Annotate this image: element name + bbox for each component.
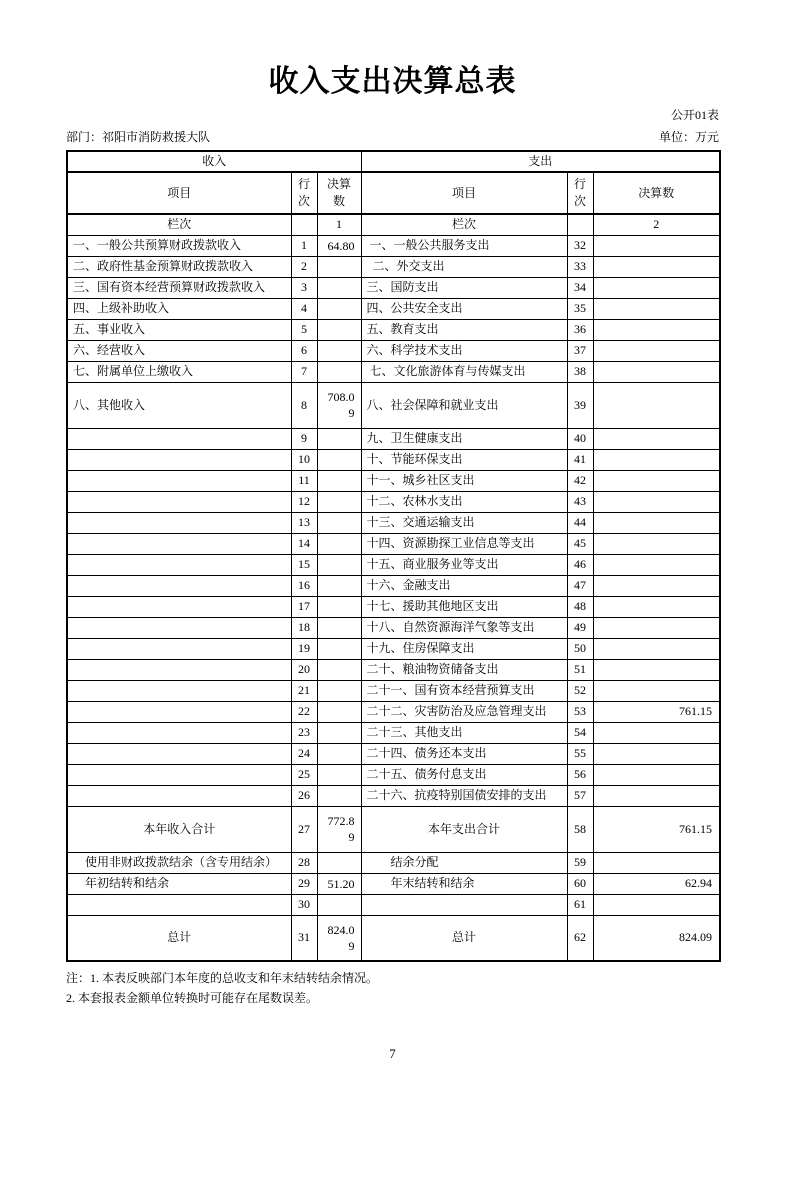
expense-item-cell: 十四、资源勘探工业信息等支出: [361, 533, 567, 554]
column-index-row: [67, 214, 720, 235]
income-item-cell: [67, 659, 291, 680]
table-row: [67, 491, 720, 512]
expense-item-cell: 一、一般公共服务支出: [361, 235, 567, 256]
income-item-cell: [67, 722, 291, 743]
income-column-index-line: [291, 214, 317, 235]
expense-amount-cell: [593, 596, 720, 617]
table-row: [67, 701, 720, 722]
expense-item-cell: 九、卫生健康支出: [361, 428, 567, 449]
expense-item-cell: 十五、商业服务业等支出: [361, 554, 567, 575]
income-line-no-cell: 22: [291, 701, 317, 722]
income-column-index-number: 1: [317, 214, 361, 235]
income-line-no-cell: 4: [291, 298, 317, 319]
income-amount-cell: [317, 575, 361, 596]
income-line-no-cell: 6: [291, 340, 317, 361]
expense-line-no-cell: 56: [567, 764, 593, 785]
expense-amount-cell: [593, 722, 720, 743]
expense-amount-cell: [593, 533, 720, 554]
expense-amount-cell: [593, 277, 720, 298]
section-header-row: [67, 151, 720, 172]
expense-amount-cell: 761.15: [593, 806, 720, 852]
expense-item-header: 项目: [361, 172, 567, 214]
table-row: [67, 680, 720, 701]
expense-amount-cell: [593, 449, 720, 470]
income-line-no-cell: 31: [291, 915, 317, 961]
expense-item-cell: 六、科学技术支出: [361, 340, 567, 361]
expense-line-no-header: 行次: [567, 172, 593, 214]
expense-item-cell: 二十三、其他支出: [361, 722, 567, 743]
income-item-cell: [67, 701, 291, 722]
income-item-header: 项目: [67, 172, 291, 214]
income-item-cell: 三、国有资本经营预算财政拨款收入: [67, 277, 291, 298]
expense-amount-cell: [593, 852, 720, 873]
table-row: [67, 659, 720, 680]
income-amount-cell: [317, 256, 361, 277]
income-line-no-cell: 25: [291, 764, 317, 785]
expense-line-no-cell: 53: [567, 701, 593, 722]
expense-amount-cell: [593, 638, 720, 659]
expense-line-no-cell: 45: [567, 533, 593, 554]
expense-item-cell: 二十五、债务付息支出: [361, 764, 567, 785]
table-row: [67, 256, 720, 277]
income-amount-cell: [317, 533, 361, 554]
income-item-cell: [67, 617, 291, 638]
income-item-cell: 本年收入合计: [67, 806, 291, 852]
income-line-no-cell: 19: [291, 638, 317, 659]
income-line-no-cell: 10: [291, 449, 317, 470]
expense-item-cell: 五、教育支出: [361, 319, 567, 340]
expense-amount-cell: [593, 491, 720, 512]
expense-line-no-cell: 32: [567, 235, 593, 256]
expense-line-no-cell: 46: [567, 554, 593, 575]
expense-amount-cell: [593, 575, 720, 596]
table-row: [67, 470, 720, 491]
income-line-no-cell: 28: [291, 852, 317, 873]
income-line-no-cell: 15: [291, 554, 317, 575]
expense-amount-cell: [593, 428, 720, 449]
income-item-cell: 五、事业收入: [67, 319, 291, 340]
income-amount-cell: 708.0 9: [317, 382, 361, 428]
income-line-no-cell: 14: [291, 533, 317, 554]
table-row: [67, 319, 720, 340]
income-line-no-cell: 24: [291, 743, 317, 764]
expense-line-no-cell: 59: [567, 852, 593, 873]
table-row: [67, 806, 720, 852]
income-item-cell: [67, 596, 291, 617]
income-line-no-cell: 7: [291, 361, 317, 382]
expense-item-cell: 七、文化旅游体育与传媒支出: [361, 361, 567, 382]
table-row: [67, 617, 720, 638]
income-item-cell: 总计: [67, 915, 291, 961]
income-section-header: 收入: [67, 151, 361, 172]
income-amount-cell: [317, 319, 361, 340]
income-amount-cell: [317, 894, 361, 915]
expense-item-cell: 结余分配: [361, 852, 567, 873]
expense-line-no-cell: 34: [567, 277, 593, 298]
expense-amount-cell: [593, 340, 720, 361]
income-amount-cell: 64.80: [317, 235, 361, 256]
expense-item-cell: 十六、金融支出: [361, 575, 567, 596]
expense-item-cell: 总计: [361, 915, 567, 961]
column-header-row: [67, 172, 720, 214]
income-amount-cell: [317, 470, 361, 491]
table-row: [67, 764, 720, 785]
page-number: 7: [389, 1046, 396, 1061]
income-item-cell: [67, 428, 291, 449]
income-amount-cell: 51.20: [317, 873, 361, 894]
income-line-no-cell: 9: [291, 428, 317, 449]
income-line-no-cell: 23: [291, 722, 317, 743]
expense-item-cell: 八、社会保障和就业支出: [361, 382, 567, 428]
department-label: 部门：祁阳市消防救援大队: [66, 130, 211, 144]
expense-amount-cell: [593, 361, 720, 382]
notes: [66, 968, 719, 1008]
income-line-no-cell: 29: [291, 873, 317, 894]
income-amount-cell: [317, 617, 361, 638]
expense-line-no-cell: 49: [567, 617, 593, 638]
expense-amount-cell: [593, 554, 720, 575]
expense-line-no-cell: 58: [567, 806, 593, 852]
income-item-cell: [67, 743, 291, 764]
expense-item-cell: 二十四、债务还本支出: [361, 743, 567, 764]
income-line-no-cell: 17: [291, 596, 317, 617]
table-row: [67, 340, 720, 361]
income-item-cell: [67, 533, 291, 554]
table-row: [67, 235, 720, 256]
expense-line-no-cell: 39: [567, 382, 593, 428]
income-amount-cell: 772.8 9: [317, 806, 361, 852]
income-line-no-cell: 1: [291, 235, 317, 256]
income-line-no-cell: 13: [291, 512, 317, 533]
expense-amount-cell: [593, 470, 720, 491]
income-line-no-cell: 20: [291, 659, 317, 680]
meta-row: [66, 130, 719, 144]
income-amount-cell: [317, 512, 361, 533]
expense-line-no-cell: 60: [567, 873, 593, 894]
expense-item-cell: 十、节能环保支出: [361, 449, 567, 470]
income-amount-cell: [317, 449, 361, 470]
income-item-cell: [67, 512, 291, 533]
income-item-cell: [67, 575, 291, 596]
income-line-no-cell: 27: [291, 806, 317, 852]
expense-item-cell: 十九、住房保障支出: [361, 638, 567, 659]
table-row: [67, 428, 720, 449]
income-amount-cell: [317, 659, 361, 680]
note-line-2: 2. 本套报表金额单位转换时可能存在尾数误差。: [66, 991, 319, 1005]
expense-amount-cell: 824.09: [593, 915, 720, 961]
expense-amount-header: 决算数: [593, 172, 720, 214]
income-amount-cell: [317, 340, 361, 361]
income-line-no-cell: 16: [291, 575, 317, 596]
income-amount-cell: [317, 743, 361, 764]
income-column-index-label: 栏次: [67, 214, 291, 235]
expense-amount-cell: [593, 894, 720, 915]
income-amount-cell: [317, 638, 361, 659]
table-row: [67, 277, 720, 298]
expense-line-no-cell: 37: [567, 340, 593, 361]
income-amount-cell: [317, 722, 361, 743]
expense-line-no-cell: 57: [567, 785, 593, 806]
table-row: [67, 743, 720, 764]
income-amount-cell: [317, 491, 361, 512]
unit-label: 单位：万元: [658, 130, 719, 144]
expense-amount-cell: [593, 512, 720, 533]
income-item-cell: [67, 680, 291, 701]
expense-item-cell: 二十二、灾害防治及应急管理支出: [361, 701, 567, 722]
table-row: [67, 596, 720, 617]
income-item-cell: 七、附属单位上缴收入: [67, 361, 291, 382]
income-item-cell: [67, 764, 291, 785]
expense-amount-cell: [593, 235, 720, 256]
expense-line-no-cell: 55: [567, 743, 593, 764]
income-line-no-cell: 2: [291, 256, 317, 277]
table-row: [67, 915, 720, 961]
income-line-no-cell: 18: [291, 617, 317, 638]
expense-line-no-cell: 48: [567, 596, 593, 617]
expense-amount-cell: 62.94: [593, 873, 720, 894]
expense-column-index-line: [567, 214, 593, 235]
table-body: [67, 235, 720, 961]
table-row: [67, 298, 720, 319]
expense-amount-cell: [593, 680, 720, 701]
expense-line-no-cell: 54: [567, 722, 593, 743]
income-item-cell: 四、上级补助收入: [67, 298, 291, 319]
income-expense-summary-table: [66, 150, 721, 962]
expense-line-no-cell: 52: [567, 680, 593, 701]
expense-line-no-cell: 47: [567, 575, 593, 596]
expense-amount-cell: [593, 298, 720, 319]
table-row: [67, 382, 720, 428]
expense-amount-cell: [593, 256, 720, 277]
income-amount-cell: 824.0 9: [317, 915, 361, 961]
expense-section-header: 支出: [361, 151, 720, 172]
expense-amount-cell: [593, 319, 720, 340]
income-line-no-cell: 21: [291, 680, 317, 701]
income-amount-header: 决算数: [317, 172, 361, 214]
table-row: [67, 873, 720, 894]
page-title: 收入支出决算总表: [268, 65, 517, 98]
income-amount-cell: [317, 298, 361, 319]
income-amount-cell: [317, 277, 361, 298]
table-row: [67, 554, 720, 575]
income-amount-cell: [317, 361, 361, 382]
expense-item-cell: 十三、交通运输支出: [361, 512, 567, 533]
expense-line-no-cell: 61: [567, 894, 593, 915]
income-line-no-cell: 30: [291, 894, 317, 915]
expense-line-no-cell: 51: [567, 659, 593, 680]
expense-amount-cell: [593, 382, 720, 428]
expense-line-no-cell: 42: [567, 470, 593, 491]
expense-line-no-cell: 44: [567, 512, 593, 533]
income-item-cell: 二、政府性基金预算财政拨款收入: [67, 256, 291, 277]
expense-item-cell: 十二、农林水支出: [361, 491, 567, 512]
income-item-cell: [67, 785, 291, 806]
income-item-cell: [67, 470, 291, 491]
expense-amount-cell: [593, 659, 720, 680]
income-line-no-cell: 26: [291, 785, 317, 806]
expense-line-no-cell: 50: [567, 638, 593, 659]
expense-item-cell: 十八、自然资源海洋气象等支出: [361, 617, 567, 638]
table-row: [67, 785, 720, 806]
table-code: 公开01表: [670, 108, 719, 122]
expense-amount-cell: [593, 785, 720, 806]
income-amount-cell: [317, 596, 361, 617]
income-line-no-cell: 11: [291, 470, 317, 491]
income-amount-cell: [317, 764, 361, 785]
expense-item-cell: [361, 894, 567, 915]
expense-item-cell: 四、公共安全支出: [361, 298, 567, 319]
expense-item-cell: 二十、粮油物资储备支出: [361, 659, 567, 680]
income-amount-cell: [317, 701, 361, 722]
table-row: [67, 575, 720, 596]
expense-line-no-cell: 36: [567, 319, 593, 340]
income-item-cell: 使用非财政拨款结余（含专用结余）: [67, 852, 291, 873]
expense-item-cell: 二、外交支出: [361, 256, 567, 277]
table-row: [67, 852, 720, 873]
income-item-cell: 一、一般公共预算财政拨款收入: [67, 235, 291, 256]
expense-item-cell: 三、国防支出: [361, 277, 567, 298]
expense-amount-cell: 761.15: [593, 701, 720, 722]
expense-line-no-cell: 41: [567, 449, 593, 470]
expense-line-no-cell: 33: [567, 256, 593, 277]
income-item-cell: [67, 894, 291, 915]
income-item-cell: [67, 491, 291, 512]
income-item-cell: [67, 554, 291, 575]
table-row: [67, 894, 720, 915]
income-item-cell: [67, 638, 291, 659]
income-line-no-cell: 3: [291, 277, 317, 298]
income-line-no-header: 行次: [291, 172, 317, 214]
expense-line-no-cell: 40: [567, 428, 593, 449]
income-line-no-cell: 8: [291, 382, 317, 428]
income-item-cell: [67, 449, 291, 470]
expense-item-cell: 十七、援助其他地区支出: [361, 596, 567, 617]
table-row: [67, 361, 720, 382]
expense-item-cell: 二十一、国有资本经营预算支出: [361, 680, 567, 701]
expense-line-no-cell: 43: [567, 491, 593, 512]
income-line-no-cell: 12: [291, 491, 317, 512]
table-row: [67, 533, 720, 554]
expense-item-cell: 本年支出合计: [361, 806, 567, 852]
expense-line-no-cell: 35: [567, 298, 593, 319]
expense-line-no-cell: 62: [567, 915, 593, 961]
income-amount-cell: [317, 852, 361, 873]
income-line-no-cell: 5: [291, 319, 317, 340]
expense-amount-cell: [593, 743, 720, 764]
note-line-1: 注：1. 本表反映部门本年度的总收支和年末结转结余情况。: [66, 971, 379, 985]
income-item-cell: 八、其他收入: [67, 382, 291, 428]
expense-item-cell: 年末结转和结余: [361, 873, 567, 894]
income-item-cell: 六、经营收入: [67, 340, 291, 361]
expense-amount-cell: [593, 617, 720, 638]
income-amount-cell: [317, 785, 361, 806]
expense-amount-cell: [593, 764, 720, 785]
income-amount-cell: [317, 680, 361, 701]
table-row: [67, 638, 720, 659]
income-amount-cell: [317, 554, 361, 575]
income-item-cell: 年初结转和结余: [67, 873, 291, 894]
table-row: [67, 449, 720, 470]
expense-column-index-number: 2: [593, 214, 720, 235]
table-row: [67, 722, 720, 743]
expense-item-cell: 二十六、抗疫特别国债安排的支出: [361, 785, 567, 806]
expense-item-cell: 十一、城乡社区支出: [361, 470, 567, 491]
expense-column-index-label: 栏次: [361, 214, 567, 235]
income-amount-cell: [317, 428, 361, 449]
table-row: [67, 512, 720, 533]
expense-line-no-cell: 38: [567, 361, 593, 382]
